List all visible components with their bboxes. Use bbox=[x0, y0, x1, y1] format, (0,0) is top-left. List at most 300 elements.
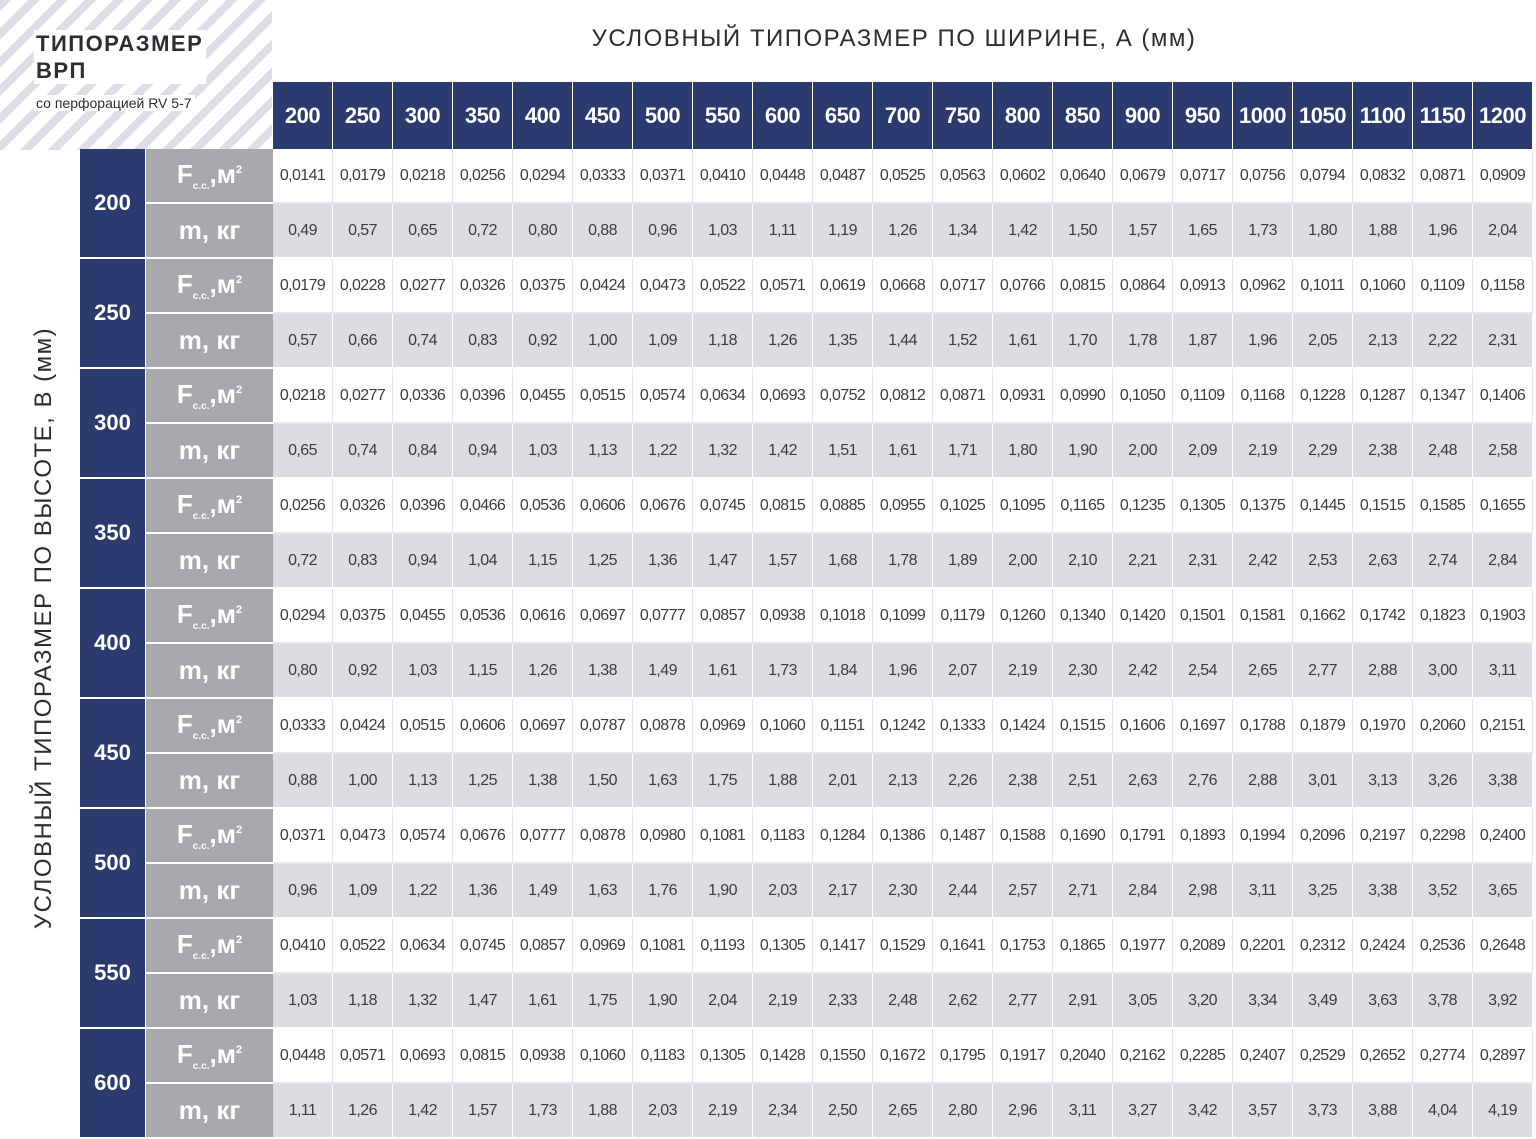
mass-value-cell: 2,17 bbox=[813, 863, 873, 918]
mass-value-cell: 0,57 bbox=[273, 313, 333, 368]
mass-value-cell: 1,42 bbox=[993, 203, 1053, 258]
mass-value-cell: 2,30 bbox=[1053, 643, 1113, 698]
mass-value-cell: 2,84 bbox=[1113, 863, 1173, 918]
width-header-cell: 400 bbox=[513, 82, 573, 149]
table-row-mass bbox=[80, 203, 1533, 258]
table-row-mass bbox=[80, 863, 1533, 918]
width-header-row bbox=[80, 82, 1533, 149]
mass-value-cell: 1,88 bbox=[573, 1083, 633, 1138]
area-label-superscript: 2 bbox=[235, 164, 243, 176]
mass-value-cell: 3,57 bbox=[1233, 1083, 1293, 1138]
mass-value-cell: 1,03 bbox=[393, 643, 453, 698]
mass-value-cell: 1,63 bbox=[633, 753, 693, 808]
area-label-letter: F bbox=[176, 379, 193, 409]
height-header-cell: 550 bbox=[80, 918, 146, 1028]
mass-value-cell: 2,62 bbox=[933, 973, 993, 1028]
mass-value-cell: 3,13 bbox=[1353, 753, 1413, 808]
mass-value-cell: 1,09 bbox=[633, 313, 693, 368]
area-value-cell: 0,1672 bbox=[873, 1028, 933, 1083]
mass-value-cell: 1,96 bbox=[1233, 313, 1293, 368]
area-value-cell: 0,2652 bbox=[1353, 1028, 1413, 1083]
mass-value-cell: 1,03 bbox=[273, 973, 333, 1028]
table-row-mass bbox=[80, 313, 1533, 368]
area-value-cell: 0,0693 bbox=[393, 1028, 453, 1083]
area-value-cell: 0,1340 bbox=[1053, 588, 1113, 643]
mass-value-cell: 1,49 bbox=[513, 863, 573, 918]
area-value-cell: 0,0857 bbox=[513, 918, 573, 973]
mass-value-cell: 2,00 bbox=[1113, 423, 1173, 478]
mass-value-cell: 2,09 bbox=[1173, 423, 1233, 478]
mass-value-cell: 1,57 bbox=[453, 1083, 513, 1138]
mass-value-cell: 2,98 bbox=[1173, 863, 1233, 918]
table-row-mass bbox=[80, 753, 1533, 808]
area-value-cell: 0,0522 bbox=[333, 918, 393, 973]
mass-value-cell: 0,74 bbox=[333, 423, 393, 478]
mass-value-cell: 0,57 bbox=[333, 203, 393, 258]
table-body bbox=[80, 149, 1533, 1138]
area-value-cell: 0,2407 bbox=[1233, 1028, 1293, 1083]
mass-label-cell: m, кг bbox=[146, 753, 274, 808]
area-value-cell: 0,0931 bbox=[993, 368, 1053, 423]
mass-value-cell: 1,89 bbox=[933, 533, 993, 588]
area-label-unit: ,м bbox=[209, 599, 236, 629]
area-value-cell: 0,1893 bbox=[1173, 808, 1233, 863]
mass-value-cell: 1,22 bbox=[393, 863, 453, 918]
mass-value-cell: 3,42 bbox=[1173, 1083, 1233, 1138]
area-label-letter: F bbox=[176, 929, 193, 959]
area-value-cell: 0,0955 bbox=[873, 478, 933, 533]
area-value-cell: 0,0525 bbox=[873, 149, 933, 203]
area-value-cell: 0,0717 bbox=[933, 258, 993, 313]
width-header-cell: 200 bbox=[273, 82, 333, 149]
mass-value-cell: 1,35 bbox=[813, 313, 873, 368]
mass-value-cell: 3,52 bbox=[1413, 863, 1473, 918]
area-value-cell: 0,1697 bbox=[1173, 698, 1233, 753]
area-value-cell: 0,0294 bbox=[273, 588, 333, 643]
mass-value-cell: 2,05 bbox=[1293, 313, 1353, 368]
area-value-cell: 0,1165 bbox=[1053, 478, 1113, 533]
area-value-cell: 0,0777 bbox=[633, 588, 693, 643]
blank-corner-cell bbox=[80, 82, 273, 149]
area-value-cell: 0,2897 bbox=[1473, 1028, 1533, 1083]
area-value-cell: 0,1168 bbox=[1233, 368, 1293, 423]
area-label-cell bbox=[146, 918, 274, 973]
mass-value-cell: 1,18 bbox=[333, 973, 393, 1028]
mass-value-cell: 1,75 bbox=[693, 753, 753, 808]
area-value-cell: 0,2285 bbox=[1173, 1028, 1233, 1083]
mass-value-cell: 2,00 bbox=[993, 533, 1053, 588]
area-label-cell bbox=[146, 588, 274, 643]
size-table bbox=[80, 82, 1533, 1139]
area-value-cell: 0,0878 bbox=[633, 698, 693, 753]
mass-value-cell: 0,92 bbox=[333, 643, 393, 698]
area-value-cell: 0,0563 bbox=[933, 149, 993, 203]
table-row-mass bbox=[80, 533, 1533, 588]
area-value-cell: 0,0410 bbox=[273, 918, 333, 973]
area-value-cell: 0,0574 bbox=[393, 808, 453, 863]
area-value-cell: 0,1406 bbox=[1473, 368, 1533, 423]
mass-value-cell: 1,15 bbox=[453, 643, 513, 698]
area-value-cell: 0,2197 bbox=[1353, 808, 1413, 863]
mass-value-cell: 1,47 bbox=[453, 973, 513, 1028]
area-value-cell: 0,0466 bbox=[453, 478, 513, 533]
area-value-cell: 0,1823 bbox=[1413, 588, 1473, 643]
area-value-cell: 0,1879 bbox=[1293, 698, 1353, 753]
mass-value-cell: 1,42 bbox=[393, 1083, 453, 1138]
area-value-cell: 0,0969 bbox=[693, 698, 753, 753]
mass-value-cell: 1,57 bbox=[1113, 203, 1173, 258]
mass-value-cell: 2,63 bbox=[1113, 753, 1173, 808]
mass-value-cell: 2,07 bbox=[933, 643, 993, 698]
mass-value-cell: 2,31 bbox=[1473, 313, 1533, 368]
mass-value-cell: 1,73 bbox=[753, 643, 813, 698]
area-value-cell: 0,0424 bbox=[573, 258, 633, 313]
mass-value-cell: 0,80 bbox=[273, 643, 333, 698]
mass-value-cell: 2,91 bbox=[1053, 973, 1113, 1028]
area-label-subscript: с.с. bbox=[192, 1061, 210, 1072]
area-label-subscript: с.с. bbox=[192, 291, 210, 302]
area-value-cell: 0,1753 bbox=[993, 918, 1053, 973]
mass-value-cell: 0,88 bbox=[273, 753, 333, 808]
mass-value-cell: 1,11 bbox=[273, 1083, 333, 1138]
mass-value-cell: 2,50 bbox=[813, 1083, 873, 1138]
mass-value-cell: 1,68 bbox=[813, 533, 873, 588]
area-value-cell: 0,1417 bbox=[813, 918, 873, 973]
mass-value-cell: 1,61 bbox=[693, 643, 753, 698]
area-label-superscript: 2 bbox=[235, 494, 243, 506]
area-value-cell: 0,0473 bbox=[333, 808, 393, 863]
row-axis-title: УСЛОВНЫЙ ТИПОРАЗМЕР ПО ВЫСОТЕ, В (мм) bbox=[30, 326, 57, 930]
width-header-cell: 650 bbox=[813, 82, 873, 149]
column-axis-title: УСЛОВНЫЙ ТИПОРАЗМЕР ПО ШИРИНЕ, А (мм) bbox=[591, 25, 1197, 52]
area-label-letter: F bbox=[176, 709, 193, 739]
area-value-cell: 0,0515 bbox=[573, 368, 633, 423]
area-label-letter: F bbox=[176, 1039, 193, 1069]
mass-value-cell: 1,61 bbox=[513, 973, 573, 1028]
width-header-cell: 850 bbox=[1053, 82, 1113, 149]
area-value-cell: 0,0766 bbox=[993, 258, 1053, 313]
area-value-cell: 0,1420 bbox=[1113, 588, 1173, 643]
area-value-cell: 0,1791 bbox=[1113, 808, 1173, 863]
mass-value-cell: 1,13 bbox=[393, 753, 453, 808]
area-value-cell: 0,0396 bbox=[453, 368, 513, 423]
mass-value-cell: 1,04 bbox=[453, 533, 513, 588]
mass-value-cell: 2,01 bbox=[813, 753, 873, 808]
area-label-superscript: 2 bbox=[235, 1044, 243, 1056]
mass-value-cell: 1,32 bbox=[693, 423, 753, 478]
area-value-cell: 0,0326 bbox=[453, 258, 513, 313]
mass-value-cell: 0,92 bbox=[513, 313, 573, 368]
area-value-cell: 0,1193 bbox=[693, 918, 753, 973]
mass-value-cell: 2,38 bbox=[993, 753, 1053, 808]
mass-value-cell: 1,96 bbox=[1413, 203, 1473, 258]
mass-value-cell: 0,65 bbox=[273, 423, 333, 478]
area-label-cell bbox=[146, 478, 274, 533]
mass-value-cell: 1,78 bbox=[873, 533, 933, 588]
mass-value-cell: 2,04 bbox=[1473, 203, 1533, 258]
mass-value-cell: 1,00 bbox=[333, 753, 393, 808]
mass-value-cell: 1,80 bbox=[993, 423, 1053, 478]
mass-value-cell: 2,42 bbox=[1233, 533, 1293, 588]
table-row-area bbox=[80, 918, 1533, 973]
mass-value-cell: 1,25 bbox=[453, 753, 513, 808]
mass-value-cell: 3,01 bbox=[1293, 753, 1353, 808]
area-value-cell: 0,0571 bbox=[333, 1028, 393, 1083]
area-label-cell bbox=[146, 258, 274, 313]
mass-value-cell: 0,94 bbox=[393, 533, 453, 588]
mass-value-cell: 0,80 bbox=[513, 203, 573, 258]
mass-value-cell: 1,96 bbox=[873, 643, 933, 698]
mass-value-cell: 1,73 bbox=[513, 1083, 573, 1138]
area-value-cell: 0,1550 bbox=[813, 1028, 873, 1083]
area-value-cell: 0,0634 bbox=[693, 368, 753, 423]
area-label-unit: ,м bbox=[209, 929, 236, 959]
width-header-cell: 350 bbox=[453, 82, 513, 149]
mass-value-cell: 2,54 bbox=[1173, 643, 1233, 698]
area-value-cell: 0,0913 bbox=[1173, 258, 1233, 313]
area-label-letter: F bbox=[176, 269, 193, 299]
mass-value-cell: 2,63 bbox=[1353, 533, 1413, 588]
area-value-cell: 0,0697 bbox=[573, 588, 633, 643]
mass-value-cell: 1,19 bbox=[813, 203, 873, 258]
table-row-area bbox=[80, 149, 1533, 203]
mass-value-cell: 0,65 bbox=[393, 203, 453, 258]
area-value-cell: 0,1228 bbox=[1293, 368, 1353, 423]
width-header-cell: 700 bbox=[873, 82, 933, 149]
mass-value-cell: 1,36 bbox=[633, 533, 693, 588]
mass-value-cell: 1,38 bbox=[573, 643, 633, 698]
mass-value-cell: 2,48 bbox=[1413, 423, 1473, 478]
table-row-area bbox=[80, 698, 1533, 753]
area-value-cell: 0,1060 bbox=[1353, 258, 1413, 313]
area-value-cell: 0,1795 bbox=[933, 1028, 993, 1083]
area-value-cell: 0,2089 bbox=[1173, 918, 1233, 973]
height-header-cell: 600 bbox=[80, 1028, 146, 1138]
area-value-cell: 0,1099 bbox=[873, 588, 933, 643]
mass-value-cell: 2,53 bbox=[1293, 533, 1353, 588]
mass-value-cell: 2,74 bbox=[1413, 533, 1473, 588]
mass-label-cell: m, кг bbox=[146, 203, 274, 258]
mass-value-cell: 2,21 bbox=[1113, 533, 1173, 588]
mass-value-cell: 2,34 bbox=[753, 1083, 813, 1138]
mass-value-cell: 1,63 bbox=[573, 863, 633, 918]
area-value-cell: 0,0448 bbox=[273, 1028, 333, 1083]
mass-value-cell: 1,88 bbox=[1353, 203, 1413, 258]
area-value-cell: 0,0371 bbox=[633, 149, 693, 203]
area-value-cell: 0,0536 bbox=[513, 478, 573, 533]
area-label-subscript: с.с. bbox=[192, 181, 210, 192]
area-value-cell: 0,2151 bbox=[1473, 698, 1533, 753]
area-value-cell: 0,1788 bbox=[1233, 698, 1293, 753]
area-label-cell bbox=[146, 368, 274, 423]
height-header-cell: 350 bbox=[80, 478, 146, 588]
mass-value-cell: 1,51 bbox=[813, 423, 873, 478]
height-header-cell: 200 bbox=[80, 149, 146, 258]
mass-value-cell: 0,84 bbox=[393, 423, 453, 478]
mass-value-cell: 3,63 bbox=[1353, 973, 1413, 1028]
mass-label-cell: m, кг bbox=[146, 973, 274, 1028]
mass-value-cell: 3,27 bbox=[1113, 1083, 1173, 1138]
mass-value-cell: 2,57 bbox=[993, 863, 1053, 918]
area-value-cell: 0,1917 bbox=[993, 1028, 1053, 1083]
corner-note: со перфорацией RV 5-7 bbox=[34, 95, 195, 111]
area-value-cell: 0,2298 bbox=[1413, 808, 1473, 863]
area-value-cell: 0,0448 bbox=[753, 149, 813, 203]
mass-value-cell: 0,72 bbox=[453, 203, 513, 258]
area-value-cell: 0,2060 bbox=[1413, 698, 1473, 753]
mass-value-cell: 1,26 bbox=[873, 203, 933, 258]
mass-value-cell: 1,22 bbox=[633, 423, 693, 478]
area-value-cell: 0,0410 bbox=[693, 149, 753, 203]
mass-value-cell: 1,00 bbox=[573, 313, 633, 368]
width-header-cell: 300 bbox=[393, 82, 453, 149]
mass-value-cell: 2,38 bbox=[1353, 423, 1413, 478]
area-value-cell: 0,0697 bbox=[513, 698, 573, 753]
mass-value-cell: 1,18 bbox=[693, 313, 753, 368]
mass-value-cell: 3,38 bbox=[1473, 753, 1533, 808]
area-value-cell: 0,1305 bbox=[693, 1028, 753, 1083]
area-value-cell: 0,0871 bbox=[933, 368, 993, 423]
area-value-cell: 0,2529 bbox=[1293, 1028, 1353, 1083]
mass-value-cell: 3,38 bbox=[1353, 863, 1413, 918]
area-value-cell: 0,0574 bbox=[633, 368, 693, 423]
width-header-cell: 550 bbox=[693, 82, 753, 149]
area-value-cell: 0,0756 bbox=[1233, 149, 1293, 203]
area-value-cell: 0,1183 bbox=[633, 1028, 693, 1083]
mass-value-cell: 1,76 bbox=[633, 863, 693, 918]
area-label-superscript: 2 bbox=[235, 274, 243, 286]
mass-value-cell: 0,66 bbox=[333, 313, 393, 368]
area-label-subscript: с.с. bbox=[192, 621, 210, 632]
mass-value-cell: 2,19 bbox=[753, 973, 813, 1028]
area-value-cell: 0,2201 bbox=[1233, 918, 1293, 973]
area-value-cell: 0,0333 bbox=[573, 149, 633, 203]
area-value-cell: 0,1060 bbox=[573, 1028, 633, 1083]
area-value-cell: 0,1742 bbox=[1353, 588, 1413, 643]
area-value-cell: 0,1585 bbox=[1413, 478, 1473, 533]
area-label-letter: F bbox=[176, 599, 193, 629]
mass-value-cell: 1,32 bbox=[393, 973, 453, 1028]
area-label-unit: ,м bbox=[209, 159, 236, 189]
area-value-cell: 0,0752 bbox=[813, 368, 873, 423]
area-value-cell: 0,0878 bbox=[573, 808, 633, 863]
area-value-cell: 0,1655 bbox=[1473, 478, 1533, 533]
mass-value-cell: 2,77 bbox=[993, 973, 1053, 1028]
mass-value-cell: 1,61 bbox=[873, 423, 933, 478]
mass-value-cell: 3,11 bbox=[1473, 643, 1533, 698]
area-label-subscript: с.с. bbox=[192, 951, 210, 962]
width-header-cell: 500 bbox=[633, 82, 693, 149]
width-header-cell: 750 bbox=[933, 82, 993, 149]
mass-value-cell: 1,90 bbox=[1053, 423, 1113, 478]
area-value-cell: 0,0179 bbox=[273, 258, 333, 313]
area-label-cell bbox=[146, 149, 274, 203]
mass-value-cell: 2,30 bbox=[873, 863, 933, 918]
area-value-cell: 0,1095 bbox=[993, 478, 1053, 533]
area-value-cell: 0,0218 bbox=[393, 149, 453, 203]
area-value-cell: 0,1018 bbox=[813, 588, 873, 643]
area-label-unit: ,м bbox=[209, 489, 236, 519]
area-value-cell: 0,0336 bbox=[393, 368, 453, 423]
area-value-cell: 0,1183 bbox=[753, 808, 813, 863]
area-value-cell: 0,1260 bbox=[993, 588, 1053, 643]
mass-value-cell: 2,04 bbox=[693, 973, 753, 1028]
mass-value-cell: 1,52 bbox=[933, 313, 993, 368]
area-value-cell: 0,0832 bbox=[1353, 149, 1413, 203]
area-value-cell: 0,0515 bbox=[393, 698, 453, 753]
area-label-superscript: 2 bbox=[235, 714, 243, 726]
area-value-cell: 0,0371 bbox=[273, 808, 333, 863]
height-header-cell: 300 bbox=[80, 368, 146, 478]
table-row-area bbox=[80, 368, 1533, 423]
mass-value-cell: 2,03 bbox=[633, 1083, 693, 1138]
area-value-cell: 0,0536 bbox=[453, 588, 513, 643]
area-value-cell: 0,1011 bbox=[1293, 258, 1353, 313]
mass-value-cell: 2,26 bbox=[933, 753, 993, 808]
area-label-subscript: с.с. bbox=[192, 841, 210, 852]
mass-value-cell: 1,84 bbox=[813, 643, 873, 698]
area-value-cell: 0,1529 bbox=[873, 918, 933, 973]
height-header-cell: 450 bbox=[80, 698, 146, 808]
area-value-cell: 0,1081 bbox=[633, 918, 693, 973]
area-value-cell: 0,1501 bbox=[1173, 588, 1233, 643]
mass-value-cell: 3,34 bbox=[1233, 973, 1293, 1028]
mass-value-cell: 3,00 bbox=[1413, 643, 1473, 698]
area-value-cell: 0,0679 bbox=[1113, 149, 1173, 203]
mass-value-cell: 2,13 bbox=[873, 753, 933, 808]
mass-value-cell: 2,80 bbox=[933, 1083, 993, 1138]
area-value-cell: 0,1487 bbox=[933, 808, 993, 863]
area-value-cell: 0,1515 bbox=[1053, 698, 1113, 753]
area-value-cell: 0,1081 bbox=[693, 808, 753, 863]
area-value-cell: 0,0668 bbox=[873, 258, 933, 313]
area-value-cell: 0,1158 bbox=[1473, 258, 1533, 313]
mass-value-cell: 2,19 bbox=[993, 643, 1053, 698]
mass-value-cell: 0,83 bbox=[333, 533, 393, 588]
table-row-mass bbox=[80, 1083, 1533, 1138]
area-value-cell: 0,0938 bbox=[513, 1028, 573, 1083]
mass-label-cell: m, кг bbox=[146, 313, 274, 368]
area-label-unit: ,м bbox=[209, 1039, 236, 1069]
area-value-cell: 0,0990 bbox=[1053, 368, 1113, 423]
area-value-cell: 0,0745 bbox=[453, 918, 513, 973]
area-value-cell: 0,0676 bbox=[453, 808, 513, 863]
mass-value-cell: 1,44 bbox=[873, 313, 933, 368]
mass-value-cell: 2,19 bbox=[1233, 423, 1293, 478]
area-label-subscript: с.с. bbox=[192, 511, 210, 522]
area-value-cell: 0,0396 bbox=[393, 478, 453, 533]
mass-value-cell: 0,96 bbox=[273, 863, 333, 918]
mass-value-cell: 2,44 bbox=[933, 863, 993, 918]
mass-value-cell: 1,03 bbox=[693, 203, 753, 258]
area-value-cell: 0,0717 bbox=[1173, 149, 1233, 203]
mass-value-cell: 4,19 bbox=[1473, 1083, 1533, 1138]
mass-value-cell: 2,31 bbox=[1173, 533, 1233, 588]
mass-value-cell: 3,05 bbox=[1113, 973, 1173, 1028]
area-label-superscript: 2 bbox=[235, 384, 243, 396]
mass-value-cell: 0,72 bbox=[273, 533, 333, 588]
area-label-unit: ,м bbox=[209, 709, 236, 739]
area-value-cell: 0,1690 bbox=[1053, 808, 1113, 863]
mass-value-cell: 1,13 bbox=[573, 423, 633, 478]
mass-value-cell: 1,50 bbox=[1053, 203, 1113, 258]
mass-value-cell: 1,38 bbox=[513, 753, 573, 808]
area-value-cell: 0,0179 bbox=[333, 149, 393, 203]
corner-title-line1: ТИПОРАЗМЕР bbox=[36, 31, 204, 56]
width-header-cell: 600 bbox=[753, 82, 813, 149]
mass-value-cell: 3,49 bbox=[1293, 973, 1353, 1028]
mass-value-cell: 2,58 bbox=[1473, 423, 1533, 478]
